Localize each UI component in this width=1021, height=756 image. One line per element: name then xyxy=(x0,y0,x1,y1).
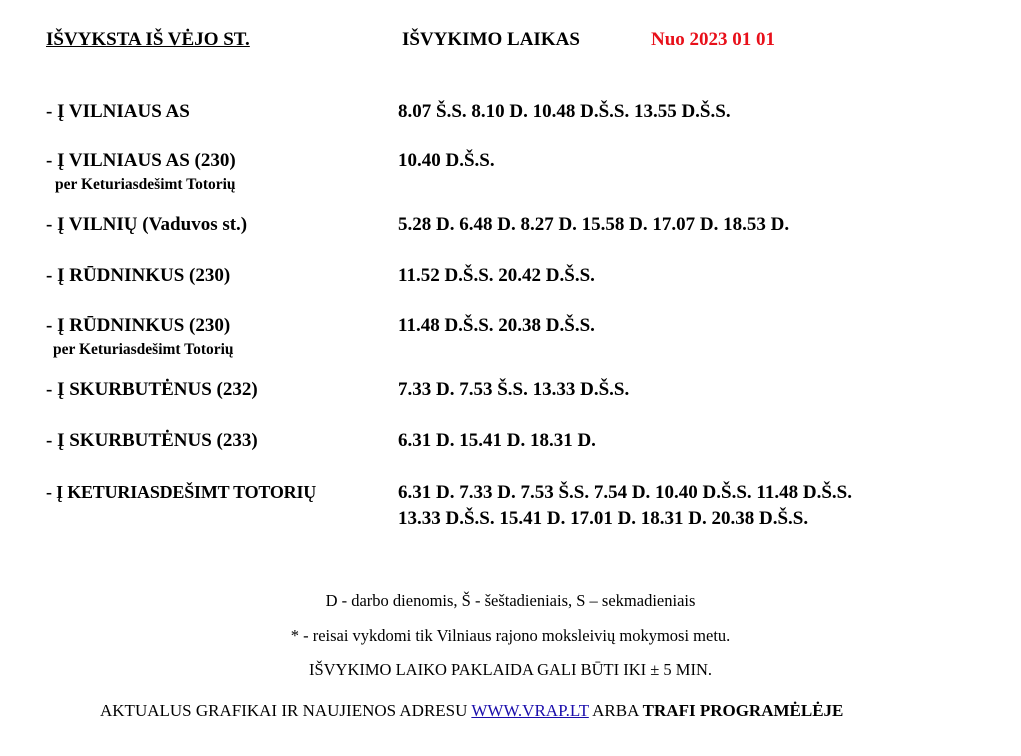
route-times: 10.40 D.Š.S. xyxy=(398,150,495,171)
footer-middle: ARBA xyxy=(592,701,639,720)
legend-note: D - darbo dienomis, Š - šeštadieniais, S – sekmadieniais xyxy=(325,591,696,610)
route-times: 7.33 D. 7.53 Š.S. 13.33 D.Š.S. xyxy=(398,379,630,400)
route-via: per Keturiasdešimt Totorių xyxy=(53,341,234,358)
route-destination: - Į KETURIASDEŠIMT TOTORIŲ xyxy=(46,482,317,502)
route-destination: - Į VILNIAUS AS xyxy=(46,101,190,122)
route-times: 8.07 Š.S. 8.10 D. 10.48 D.Š.S. 13.55 D.Š.S. xyxy=(398,101,731,122)
route-destination: - Į SKURBUTĖNUS (232) xyxy=(46,379,258,400)
route-times: 11.48 D.Š.S. 20.38 D.Š.S. xyxy=(398,315,595,336)
route-times: 6.31 D. 7.33 D. 7.53 Š.S. 7.54 D. 10.40 D.Š.S. 11.48 D.Š.S. xyxy=(398,482,852,503)
route-destination: - Į VILNIŲ (Vaduvos st.) xyxy=(46,214,248,235)
asterisk-note: * - reisai vykdomi tik Vilniaus rajono moksleivių mokymosi metu. xyxy=(290,626,731,645)
footer-prefix: AKTUALUS GRAFIKAI IR NAUJIENOS ADRESU xyxy=(100,701,468,720)
route-via: per Keturiasdešimt Totorių xyxy=(55,176,236,193)
route-destination: - Į VILNIAUS AS (230) xyxy=(46,150,236,171)
website-link[interactable]: WWW.VRAP.LT xyxy=(471,701,589,720)
route-destination: - Į RŪDNINKUS (230) xyxy=(46,265,231,286)
departs-from-heading: IŠVYKSTA IŠ VĖJO ST. xyxy=(46,29,250,50)
route-destination: - Į RŪDNINKUS (230) xyxy=(46,315,231,336)
route-times: 5.28 D. 6.48 D. 8.27 D. 15.58 D. 17.07 D. 18.53 D. xyxy=(398,214,790,235)
footer-line xyxy=(100,701,843,721)
route-times-continued: 13.33 D.Š.S. 15.41 D. 17.01 D. 18.31 D. 20.38 D.Š.S. xyxy=(398,508,809,529)
route-destination: - Į SKURBUTĖNUS (233) xyxy=(46,430,258,451)
footer-app: TRAFI PROGRAMĖLĖJE xyxy=(642,701,844,720)
tolerance-note: IŠVYKIMO LAIKO PAKLAIDA GALI BŪTI IKI ± 5 MIN. xyxy=(308,660,713,679)
valid-from-date: Nuo 2023 01 01 xyxy=(651,29,776,50)
route-times: 6.31 D. 15.41 D. 18.31 D. xyxy=(398,430,596,451)
departure-time-heading: IŠVYKIMO LAIKAS xyxy=(402,29,580,50)
route-times: 11.52 D.Š.S. 20.42 D.Š.S. xyxy=(398,265,595,286)
